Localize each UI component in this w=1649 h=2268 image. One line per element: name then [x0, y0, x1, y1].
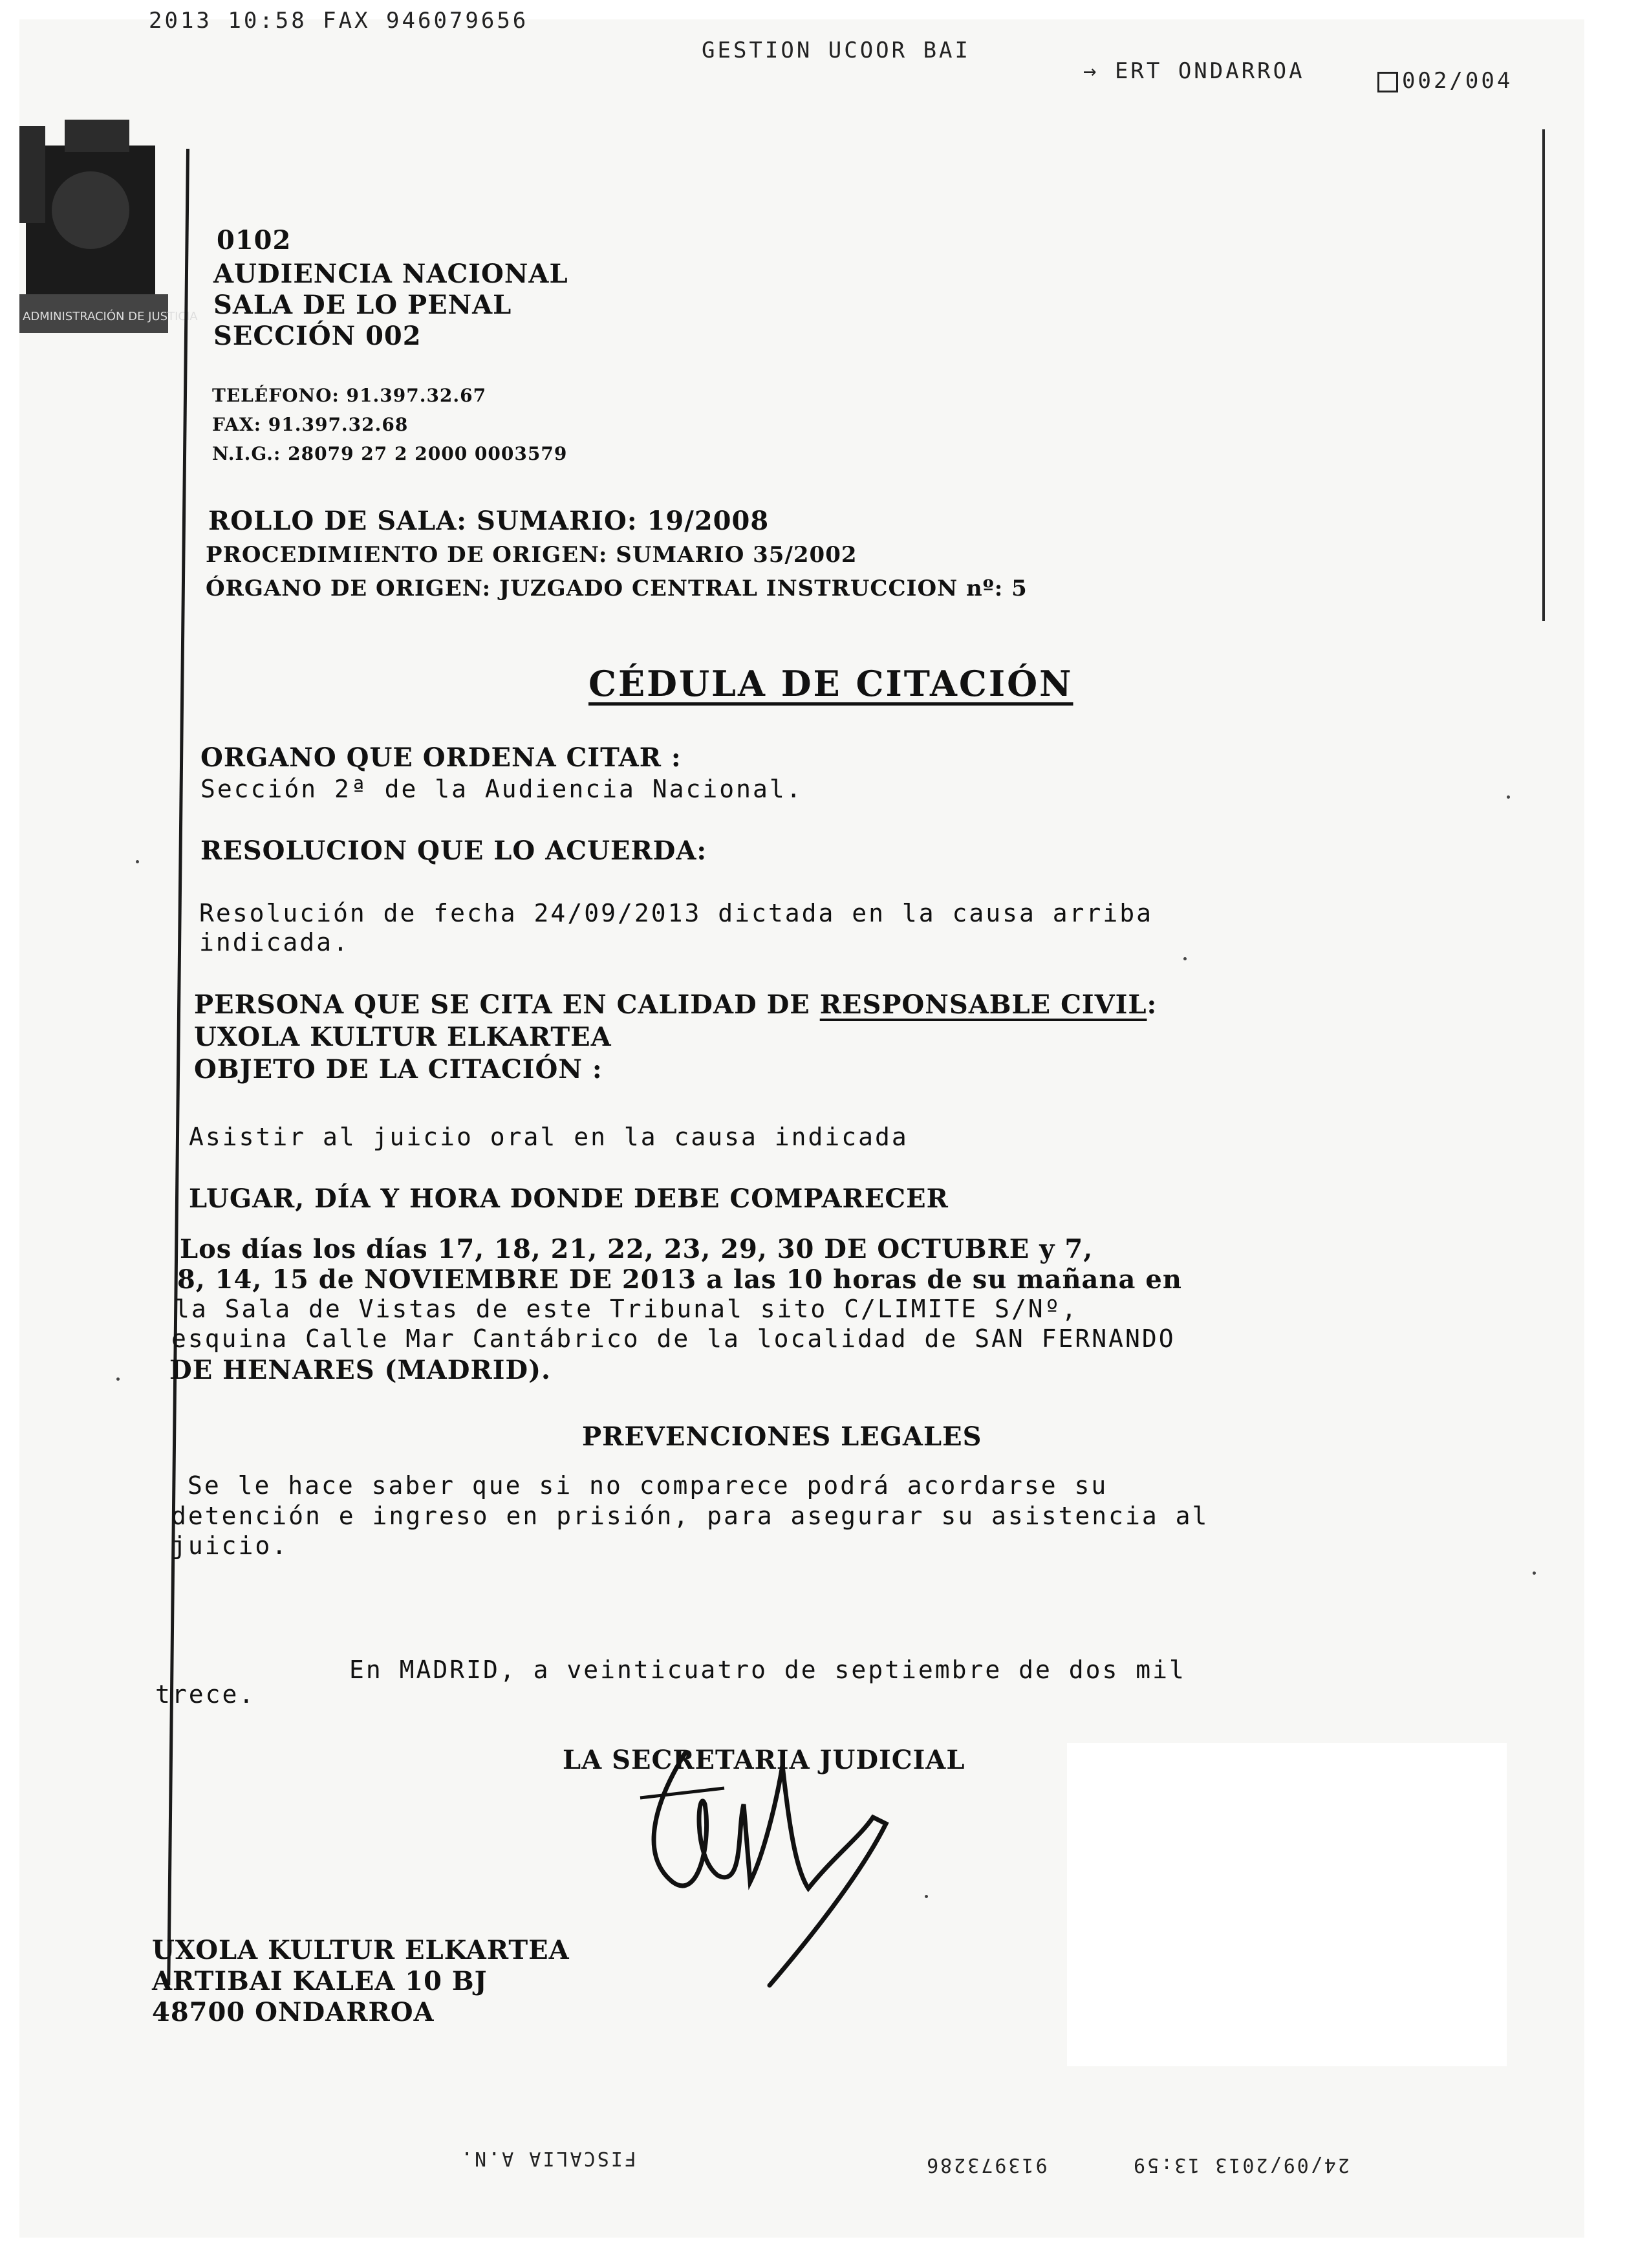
court-name: AUDIENCIA NACIONAL — [213, 259, 568, 289]
right-margin-line — [1542, 129, 1545, 621]
redacted-area — [1067, 1743, 1507, 2066]
court-telefono: TELÉFONO: 91.397.32.67 — [212, 385, 487, 406]
footer-fax-date: 24/09/2013 13:59 — [1132, 2154, 1350, 2176]
fax-header-center: GESTION UCOOR BAI — [702, 38, 971, 63]
resolucion-line-2: indicada. — [199, 928, 350, 956]
objeto-value: Asistir al juicio oral en la causa indicada — [189, 1123, 909, 1151]
organo-value: Sección 2ª de la Audiencia Nacional. — [200, 775, 803, 803]
lugar-label: LUGAR, DÍA Y HORA DONDE DEBE COMPARECER — [189, 1183, 949, 1214]
persona-role: RESPONSABLE CIVIL — [819, 989, 1147, 1020]
court-section: SECCIÓN 002 — [213, 321, 422, 351]
fax-header-left: 2013 10:58 FAX 946079656 — [149, 8, 529, 34]
fax-header-right: → ERT ONDARROA — [1083, 58, 1305, 84]
rollo-de-sala: ROLLO DE SALA: SUMARIO: 19/2008 — [208, 506, 770, 536]
fax-page-counter: 002/004 — [1377, 68, 1513, 94]
addressee-city: 48700 ONDARROA — [152, 1997, 435, 2027]
court-code: 0102 — [217, 225, 292, 255]
prevenciones-label: PREVENCIONES LEGALES — [582, 1421, 982, 1452]
scan-speck — [136, 860, 139, 863]
lugar-line-4: esquina Calle Mar Cantábrico de la localidad de SAN FERNANDO — [171, 1324, 1176, 1353]
handwritten-signature — [614, 1727, 938, 1998]
persona-label: PERSONA QUE SE CITA EN CALIDAD DE RESPONSABLE CIVIL: — [194, 989, 1158, 1020]
organo-origen: ÓRGANO DE ORIGEN: JUZGADO CENTRAL INSTRUCCION nº: 5 — [206, 576, 1028, 601]
court-fax: FAX: 91.397.32.68 — [212, 414, 409, 435]
footer-fax-number: 913973286 — [925, 2154, 1048, 2176]
objeto-label: OBJETO DE LA CITACIÓN : — [194, 1054, 603, 1085]
prevenciones-line-3: juicio. — [171, 1531, 289, 1560]
left-margin-line — [167, 149, 189, 1985]
organo-label: ORGANO QUE ORDENA CITAR : — [200, 742, 682, 773]
closing-line-1: En MADRID, a veinticuatro de septiembre de dos mil — [349, 1656, 1186, 1684]
addressee-name: UXOLA KULTUR ELKARTEA — [152, 1935, 570, 1965]
court-chamber: SALA DE LO PENAL — [213, 290, 512, 320]
fax-page-icon — [1377, 72, 1398, 92]
footer-fax-sender: FISCALIA A.N. — [459, 2147, 636, 2170]
scan-speck — [116, 1377, 120, 1381]
resolucion-label: RESOLUCION QUE LO ACUERDA: — [200, 836, 707, 866]
lugar-line-5: DE HENARES (MADRID). — [169, 1355, 551, 1385]
signature-title: LA SECRETARIA JUDICIAL — [563, 1745, 965, 1775]
procedimiento-origen: PROCEDIMIENTO DE ORIGEN: SUMARIO 35/2002 — [206, 542, 857, 568]
scan-speck — [925, 1895, 928, 1898]
persona-name: UXOLA KULTUR ELKARTEA — [194, 1022, 612, 1052]
document-page — [19, 8, 1584, 2238]
coat-of-arms-seal — [19, 120, 198, 352]
scan-speck — [1533, 1571, 1536, 1575]
document-title: CÉDULA DE CITACIÓN — [588, 663, 1073, 704]
court-nig: N.I.G.: 28079 27 2 2000 0003579 — [212, 443, 568, 464]
scan-speck — [1183, 957, 1187, 960]
closing-line-2: trece. — [155, 1680, 256, 1709]
addressee-street: ARTIBAI KALEA 10 BJ — [152, 1966, 488, 1996]
lugar-line-2: 8, 14, 15 de NOVIEMBRE DE 2013 a las 10 horas de su mañana en — [177, 1264, 1182, 1295]
prevenciones-line-2: detención e ingreso en prisión, para asegurar su asistencia al — [171, 1502, 1209, 1530]
lugar-line-1: Los días los días 17, 18, 21, 22, 23, 29, 30 DE OCTUBRE y 7, — [180, 1234, 1094, 1264]
lugar-line-3: la Sala de Vistas de este Tribunal sito C/LIMITE S/Nº, — [175, 1295, 1079, 1323]
resolucion-line-1: Resolución de fecha 24/09/2013 dictada en la causa arriba — [199, 899, 1154, 927]
scan-speck — [1507, 795, 1510, 799]
prevenciones-line-1: Se le hace saber que si no comparece podrá acordarse su — [188, 1471, 1108, 1500]
seal-text: ADMINISTRACIÓN DE JUSTICIA — [23, 310, 198, 323]
